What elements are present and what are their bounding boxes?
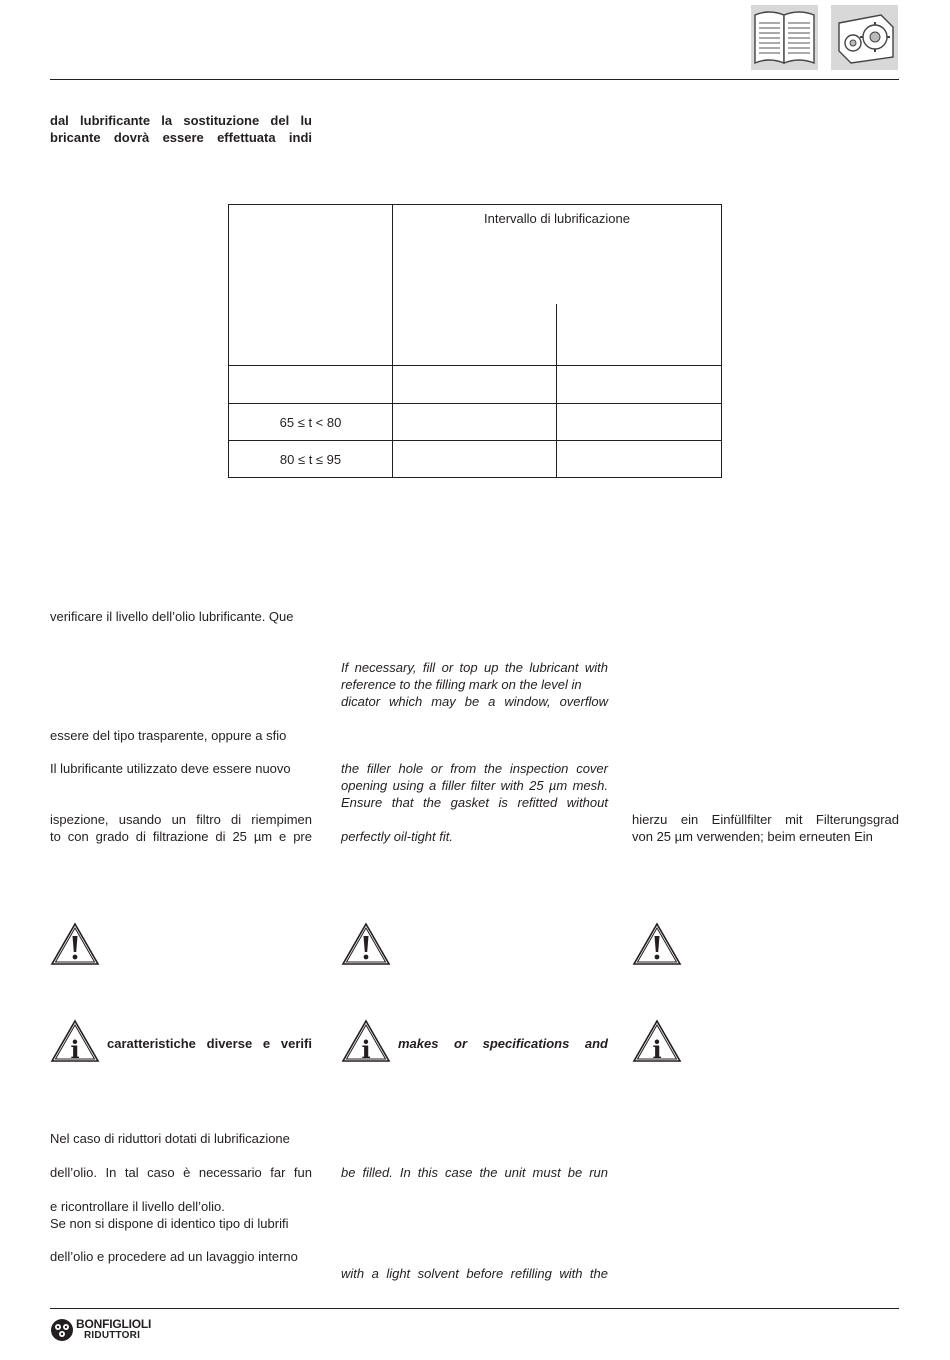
table-cell (557, 366, 722, 404)
new-lubricant-line: Il lubrificante utilizzato deve essere nuovo (50, 761, 291, 776)
header-rule (50, 79, 899, 80)
svg-text:i: i (361, 1035, 371, 1063)
recheck-line: Se non si dispone di identico tipo di lubrifi (50, 1216, 289, 1231)
level-check-line: verificare il livello dell’olio lubrificante. Que (50, 609, 294, 624)
intro-line: dal lubrificante la sostituzione del lu (50, 113, 312, 128)
warning-triangle-icon (632, 922, 682, 966)
warning-triangle-icon (341, 922, 391, 966)
lubrication-interval-table (228, 204, 722, 478)
filler-hole-line: opening using a filler filter with 25 µm mesh. (341, 778, 608, 793)
open-book-icon (751, 5, 818, 70)
table-header-label: Intervallo di lubrificazione (484, 211, 630, 226)
intro-line: bricante dovrà essere effettuata indi (50, 130, 312, 145)
info-triangle-icon (632, 1019, 682, 1063)
bonfiglioli-logo-icon (50, 1318, 74, 1342)
wash-line: dell’olio e procedere ad un lavaggio interno (50, 1249, 298, 1264)
brand-name: BONFIGLIOLI (76, 1317, 152, 1331)
table-cell (393, 366, 557, 404)
table-cell (557, 404, 722, 441)
filter-line-de: von 25 µm verwenden; beim erneuten Ein (632, 829, 873, 844)
table-cell (557, 441, 722, 478)
info-text: caratteristiche diverse e verifi (107, 1036, 312, 1051)
oil-line: dell’olio. In tal caso è necessario far fun (50, 1165, 312, 1180)
table-header (393, 205, 722, 305)
filler-hole-line: Ensure that the gasket is refitted without (341, 795, 608, 810)
table-temp-cell: 80 ≤ t ≤ 95 (229, 441, 393, 478)
oil-tight-line: perfectly oil-tight fit. (341, 829, 453, 844)
recheck-line: e ricontrollare il livello dell’olio. (50, 1199, 225, 1214)
window-line: essere del tipo trasparente, oppure a sfio (50, 728, 287, 743)
case-line: Nel caso di riduttori dotati di lubrificazione (50, 1131, 290, 1146)
table-temp-cell (229, 366, 393, 404)
table-cell (393, 441, 557, 478)
table-temp-cell: 65 ≤ t < 80 (229, 404, 393, 441)
filter-line: to con grado di filtrazione di 25 µm e pre (50, 829, 312, 844)
fill-line: If necessary, fill or top up the lubricant with (341, 660, 608, 675)
svg-text:i: i (70, 1035, 80, 1063)
solvent-line: with a light solvent before refilling with the (341, 1266, 608, 1281)
table-subheader-cell (557, 304, 722, 366)
svg-text:i: i (652, 1035, 662, 1063)
fill-line: reference to the filling mark on the level in (341, 677, 582, 692)
info-triangle-icon (341, 1019, 391, 1063)
table-corner-cell (229, 205, 393, 366)
filter-line: ispezione, usando un filtro di riempimen (50, 812, 312, 827)
info-triangle-icon (50, 1019, 100, 1063)
footer-rule (50, 1308, 899, 1309)
warning-triangle-icon (50, 922, 100, 966)
info-text: makes or specifications and (398, 1036, 608, 1051)
filler-hole-line: the filler hole or from the inspection cover (341, 761, 608, 776)
filter-line-de: hierzu ein Einfüllfilter mit Filterungsgrad (632, 812, 899, 827)
gearbox-icon (831, 5, 898, 70)
table-subheader-cell (393, 304, 557, 366)
table-cell (393, 404, 557, 441)
fill-line: dicator which may be a window, overflow (341, 694, 608, 709)
brand-subtitle: RIDUTTORI (84, 1330, 141, 1341)
run-line: be filled. In this case the unit must be run (341, 1165, 608, 1180)
